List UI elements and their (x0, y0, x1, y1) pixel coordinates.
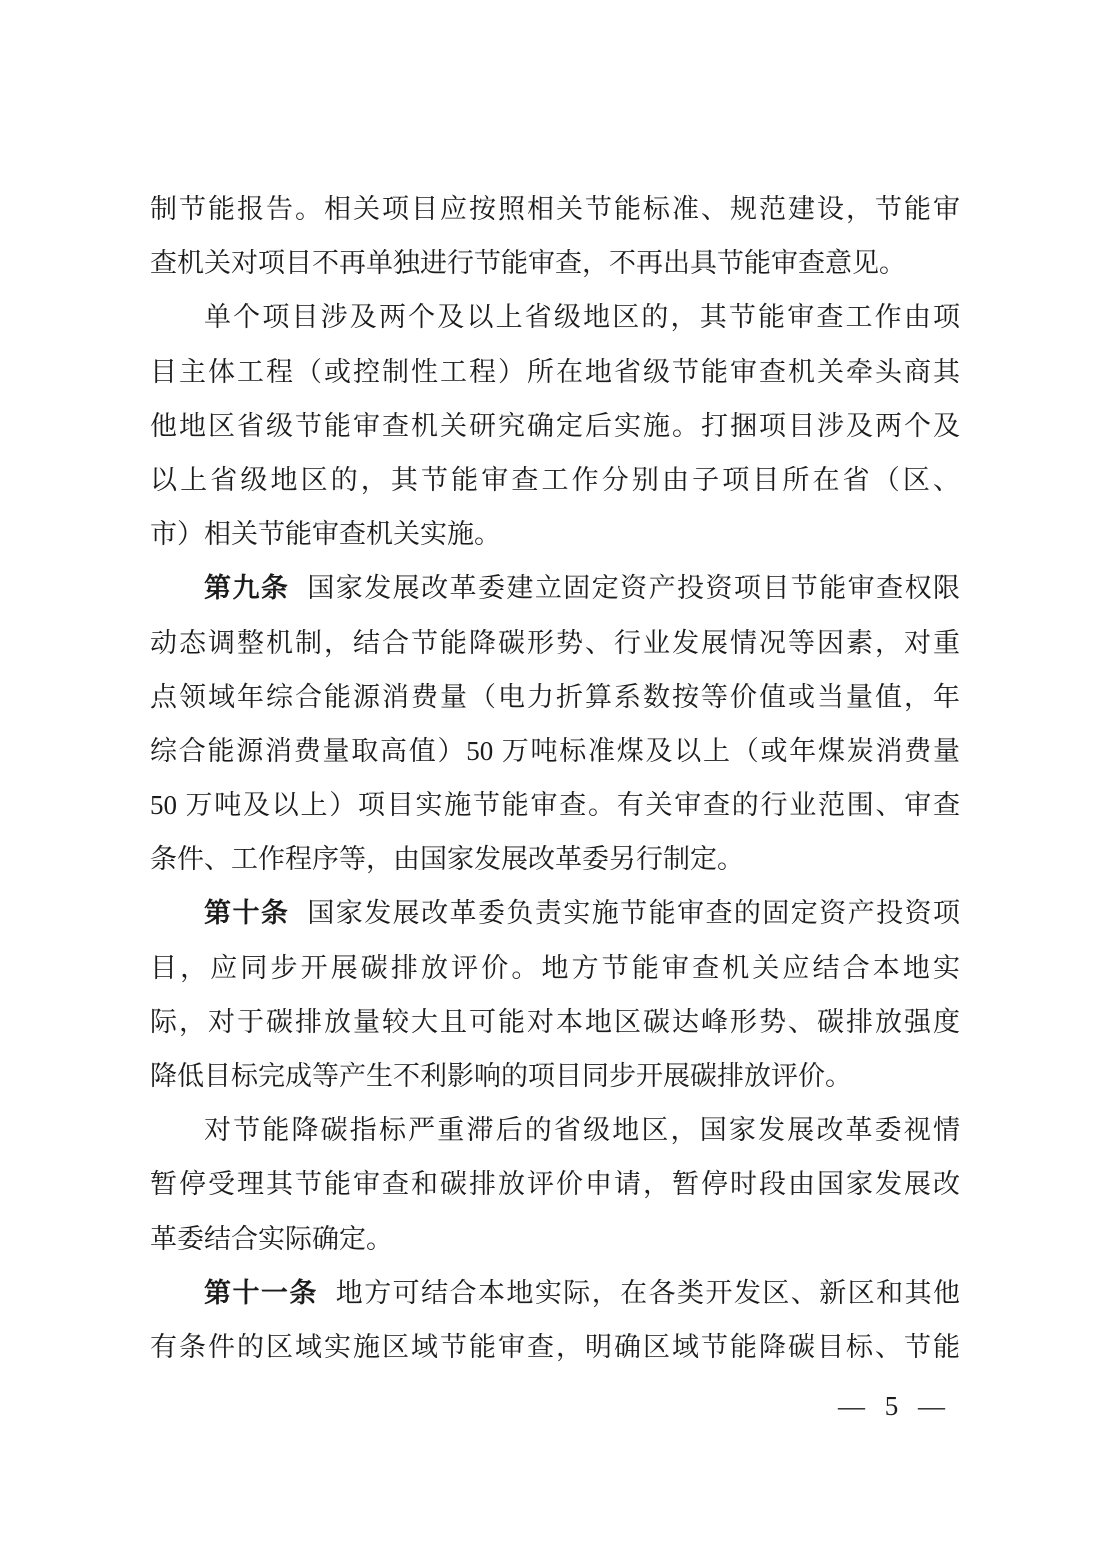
text-line: 点领域年综合能源消费量（电力折算系数按等价值或当量值，年 (150, 681, 960, 712)
text-line: 降低目标完成等产生不利影响的项目同步开展碳排放评价。 (150, 1061, 852, 1091)
article-number-label: 第十条 (204, 898, 290, 929)
article-number-label: 第九条 (204, 573, 290, 604)
text-line: 目，应同步开展碳排放评价。地方节能审查机关应结合本地实 (150, 952, 960, 983)
text-line: 制节能报告。相关项目应按照相关节能标准、规范建设，节能审 (150, 194, 960, 224)
text-line: 际，对于碳排放量较大且可能对本地区碳达峰形势、碳排放强度 (150, 1006, 960, 1037)
text-line: 有条件的区域实施区域节能审查，明确区域节能降碳目标、节能 (150, 1331, 960, 1362)
text-line (150, 561, 960, 615)
text-line: 暂停受理其节能审查和碳排放评价申请，暂停时段由国家发展改 (150, 1169, 960, 1200)
text-line: 50 万吨及以上）项目实施节能审查。有关审查的行业范围、审查 (150, 790, 960, 821)
text-line: 市）相关节能审查机关实施。 (150, 519, 501, 550)
line-text: 地方可结合本地实际，在各类开发区、新区和其他 (335, 1277, 961, 1308)
text-line: 革委结合实际确定。 (150, 1223, 393, 1254)
text-line (150, 886, 960, 940)
text-line: 以上省级地区的，其节能审查工作分别由子项目所在省（区、 (150, 464, 960, 495)
document-body (150, 182, 960, 1374)
article-number-label: 第十一条 (204, 1277, 318, 1308)
text-line: 动态调整机制，结合节能降碳形势、行业发展情况等因素，对重 (150, 627, 960, 658)
page-number: — 5 — (838, 1391, 947, 1421)
text-line: 单个项目涉及两个及以上省级地区的，其节能审查工作由项 (204, 302, 960, 333)
text-line: 他地区省级节能审查机关研究确定后实施。打捆项目涉及两个及 (150, 410, 960, 441)
text-line: 目主体工程（或控制性工程）所在地省级节能审查机关牵头商其 (150, 356, 960, 387)
text-line: 查机关对项目不再单独进行节能审查，不再出具节能审查意见。 (150, 248, 906, 279)
text-line: 对节能降碳指标严重滞后的省级地区，国家发展改革委视情 (204, 1115, 960, 1146)
text-line: 综合能源消费量取高值）50 万吨标准煤及以上（或年煤炭消费量 (150, 735, 960, 766)
line-text: 国家发展改革委负责实施节能审查的固定资产投资项 (307, 898, 961, 929)
text-line: 条件、工作程序等，由国家发展改革委另行制定。 (150, 844, 744, 875)
line-text: 国家发展改革委建立固定资产投资项目节能审查权限 (307, 573, 961, 604)
text-line (150, 1266, 960, 1320)
